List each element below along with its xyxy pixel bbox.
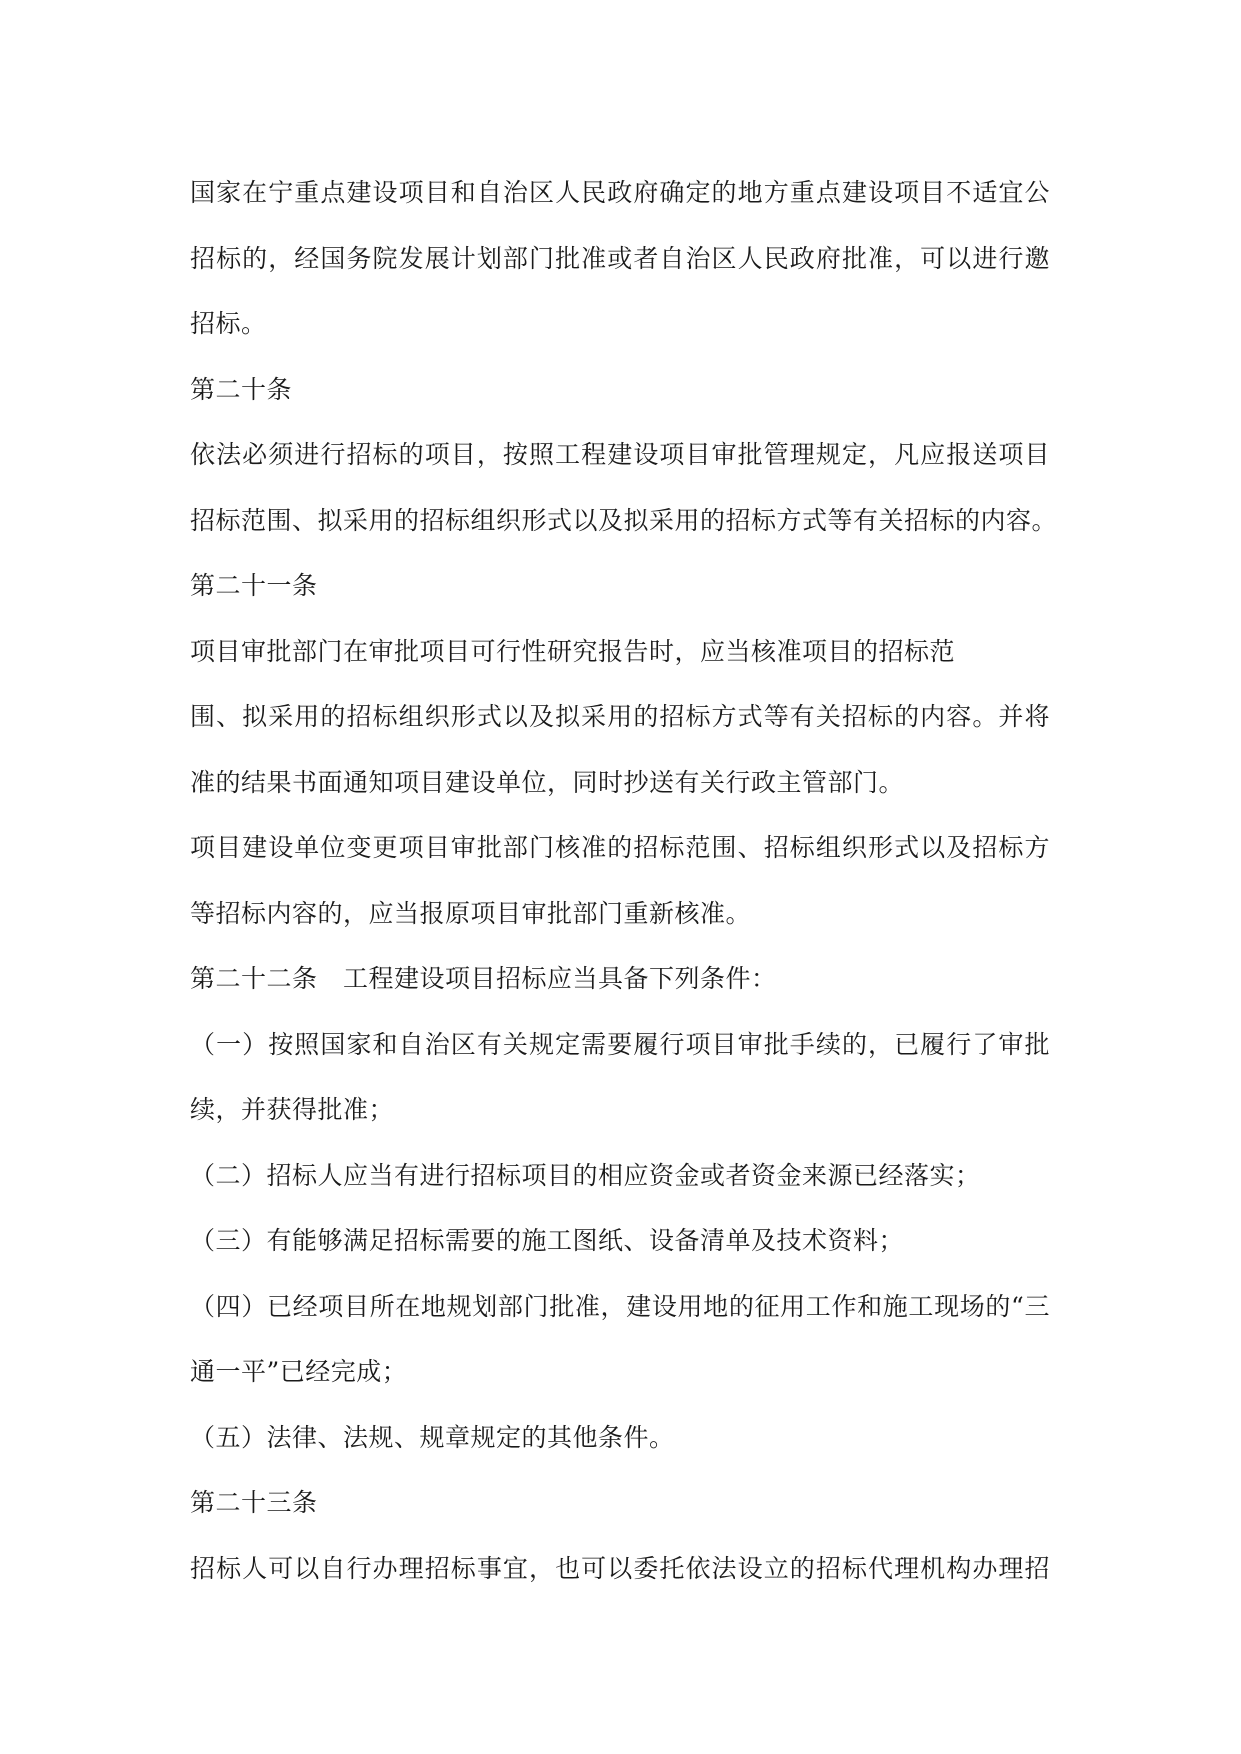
paragraph-line: 国家在宁重点建设项目和自治区人民政府确定的地方重点建设项目不适宜公 [190,178,1050,207]
article-heading: 第二十三条 [190,1488,318,1517]
document-body [190,160,1058,1601]
list-item-line: 通一平”已经完成； [190,1357,408,1386]
paragraph-line: 招标范围、拟采用的招标组织形式以及拟采用的招标方式等有关招标的内容。 [190,505,1058,535]
paragraph-line: 围、拟采用的招标组织形式以及拟采用的招标方式等有关招标的内容。并将 [190,702,1050,731]
paragraph-line: 项目审批部门在审批项目可行性研究报告时，应当核准项目的招标范 [190,636,956,666]
article-heading: 第二十条 [190,374,293,404]
list-item-line: （一）按照国家和自治区有关规定需要履行项目审批手续的，已履行了审批 [190,1029,1050,1059]
paragraph-line: 准的结果书面通知项目建设单位，同时抄送有关行政主管部门。 [190,767,905,797]
list-item-line: （五）法律、法规、规章规定的其他条件。 [190,1422,675,1452]
list-item-line: （二）招标人应当有进行招标项目的相应资金或者资金来源已经落实； [190,1160,981,1190]
list-item-line: （三）有能够满足招标需要的施工图纸、设备清单及技术资料； [190,1226,905,1255]
list-item-line: （四）已经项目所在地规划部门批准，建设用地的征用工作和施工现场的“三 [190,1291,1050,1321]
paragraph-line: 招标。 [190,309,267,338]
paragraph-line: 招标人可以自行办理招标事宜，也可以委托依法设立的招标代理机构办理招 [190,1553,1050,1583]
article-heading: 第二十一条 [190,571,318,600]
list-item-line: 续，并获得批准； [190,1095,395,1124]
article-heading: 第二十二条 工程建设项目招标应当具备下列条件： [190,964,777,993]
paragraph-line: 项目建设单位变更项目审批部门核准的招标范围、招标组织形式以及招标方 [190,833,1050,862]
paragraph-line: 等招标内容的，应当报原项目审批部门重新核准。 [190,898,752,928]
paragraph-line: 招标的，经国务院发展计划部门批准或者自治区人民政府批准，可以进行邀 [190,243,1050,273]
paragraph-line: 依法必须进行招标的项目，按照工程建设项目审批管理规定，凡应报送项目 [190,440,1050,469]
